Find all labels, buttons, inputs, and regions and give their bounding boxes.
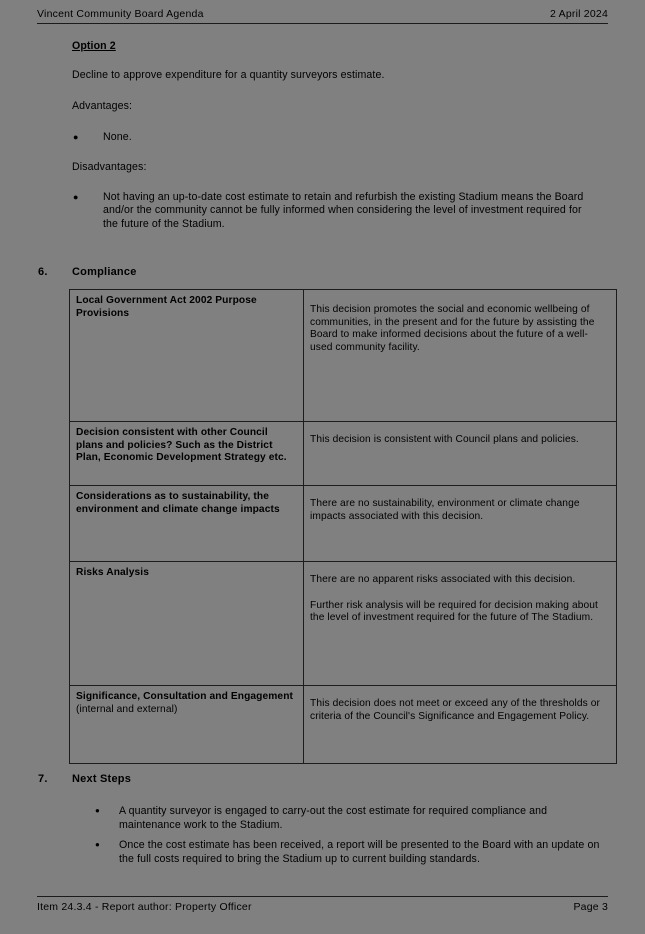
table-row: [70, 562, 617, 686]
list-item: [92, 838, 604, 866]
key-text: Significance, Consultation and Engagement: [76, 691, 294, 702]
option-description: Decline to approve expenditure for a quantity surveyors estimate.: [72, 69, 385, 81]
table-row: [70, 686, 617, 764]
header-date: 2 April 2024: [550, 8, 608, 20]
section-label: Next Steps: [72, 773, 132, 785]
compliance-table: [69, 289, 617, 764]
table-cell-value: [304, 486, 617, 562]
table-cell-key: [70, 686, 304, 764]
table-row: [70, 290, 617, 422]
key-text: Decision consistent with other Council plans and policies? Such as the District Plan, Economic Development Strategy etc.: [76, 427, 287, 464]
table-row: [70, 422, 617, 486]
table-cell-key: [70, 290, 304, 422]
next-step-text: A quantity surveyor is engaged to carry-out the cost estimate for required compliance and maintenance work to the Stadium.: [119, 805, 548, 831]
bullet-icon: ●: [73, 192, 79, 202]
table-cell-value: [304, 686, 617, 764]
document-footer: [37, 896, 608, 913]
value-paragraph: This decision is consistent with Council plans and policies.: [310, 434, 579, 445]
section-label: Compliance: [72, 266, 137, 278]
disadvantages-label: Disadvantages:: [72, 161, 147, 173]
table-row: [70, 486, 617, 562]
table-cell-key: [70, 562, 304, 686]
footer-item-reference: Item 24.3.4 - Report author: Property Officer: [37, 901, 252, 913]
option-heading: Option 2: [72, 40, 116, 52]
table-cell-key: [70, 422, 304, 486]
key-text: Considerations as to sustainability, the environment and climate change impacts: [76, 491, 280, 515]
section-heading-compliance: [38, 266, 338, 280]
bullet-icon: ●: [95, 840, 100, 849]
bullet-icon: ●: [95, 806, 100, 815]
list-item: [71, 191, 599, 231]
table-cell-key: [70, 486, 304, 562]
bullet-icon: ●: [73, 132, 79, 142]
disadvantage-text: Not having an up-to-date cost estimate to retain and refurbish the existing Stadium means the Board and/or the community cannot be fully informed when considering the level of investment required for the future of the Stadium.: [103, 191, 584, 230]
header-title: Vincent Community Board Agenda: [37, 8, 204, 20]
table-cell-value: [304, 290, 617, 422]
value-paragraph: This decision does not meet or exceed any of the thresholds or criteria of the Council's Significance and Engagement Policy.: [310, 698, 601, 722]
footer-page-number: Page 3: [573, 901, 608, 913]
table-cell-value: [304, 562, 617, 686]
advantage-text: None.: [103, 131, 132, 143]
next-step-text: Once the cost estimate has been received, a report will be presented to the Board with an update on the full costs required to bring the Stadium up to current building standards.: [119, 839, 600, 865]
key-text: Local Government Act 2002 Purpose Provisions: [76, 295, 257, 319]
list-item: [71, 131, 471, 144]
value-paragraph: Further risk analysis will be required for decision making about the level of investment required for the future of The Stadium.: [310, 599, 598, 624]
advantages-label: Advantages:: [72, 100, 133, 112]
key-text-regular: (internal and external): [76, 703, 178, 715]
section-heading-next-steps: [38, 773, 338, 787]
key-text: Risks Analysis: [76, 567, 149, 578]
value-paragraph: There are no apparent risks associated with this decision.: [310, 574, 576, 585]
section-number: 6.: [38, 266, 48, 278]
section-number: 7.: [38, 773, 48, 785]
document-header: [37, 8, 608, 24]
value-paragraph: This decision promotes the social and economic wellbeing of communities, in the present and for the future by assisting the Board to make informed decisions about the future of a well-used community facility.: [310, 304, 595, 353]
table-cell-value: [304, 422, 617, 486]
value-paragraph: There are no sustainability, environment or climate change impacts associated with this decision.: [310, 498, 580, 522]
list-item: [92, 804, 604, 832]
